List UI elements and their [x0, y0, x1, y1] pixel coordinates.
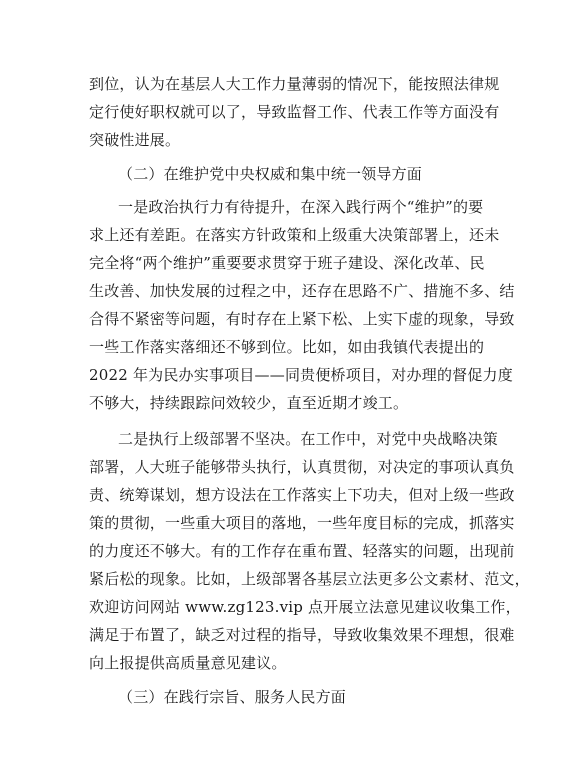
paragraph-3-line-6: 紧后松的现象。比如，上级部署各基层立法更多公文素材、范文，: [89, 570, 530, 588]
paragraph-2-line-4: 生改善、加快发展的过程之中，还存在思路不广、措施不多、结: [89, 282, 515, 300]
paragraph-3-line-5: 的力度还不够大。有的工作存在重布置、轻落实的问题，出现前: [89, 542, 515, 560]
paragraph-2-line-7: 2022 年为民办实事项目——同贵便桥项目，对办理的督促力度: [89, 366, 513, 384]
paragraph-2-line-3: 完全将“两个维护”重要要求贯穿于班子建设、深化改革、民: [89, 254, 485, 272]
paragraph-2-line-2: 求上还有差距。在落实方针政策和上级重大决策部署上，还未: [89, 226, 500, 244]
paragraph-3-line-7: 欢迎访问网站 www.zg123.vip 点开展立法意见建议收集工作，: [89, 598, 521, 616]
section-heading-2: （二）在维护党中央权威和集中统一领导方面: [118, 165, 423, 183]
paragraph-3-line-4: 策的贯彻，一些重大项目的落地，一些年度目标的完成，抓落实: [89, 514, 515, 532]
paragraph-2-line-6: 一些工作落实落细还不够到位。比如，如由我镇代表提出的: [89, 338, 485, 356]
paragraph-1-line-2: 定行使好职权就可以了，导致监督工作、代表工作等方面没有: [89, 103, 500, 121]
paragraph-1-line-1: 到位，认为在基层人大工作力量薄弱的情况下，能按照法律规: [89, 75, 500, 93]
paragraph-1-line-3: 突破性进展。: [89, 131, 181, 149]
paragraph-2-line-5: 合得不紧密等问题，有时存在上紧下松、上实下虚的现象，导致: [89, 310, 515, 328]
paragraph-2-line-8: 不够大，持续跟踪问效较少，直至近期才竣工。: [89, 394, 409, 412]
paragraph-3-line-2: 部署，人大班子能够带头执行，认真贯彻，对决定的事项认真负: [89, 458, 515, 476]
paragraph-3-line-9: 向上报提供高质量意见建议。: [89, 654, 287, 672]
paragraph-3-line-8: 满足于布置了，缺乏对过程的指导，导致收集效果不理想，很难: [89, 626, 515, 644]
paragraph-2-line-1: 一是政治执行力有待提升，在深入践行两个“维护”的要: [118, 198, 484, 216]
paragraph-3-line-3: 责、统筹谋划，想方设法在工作落实上下功夫，但对上级一些政: [89, 486, 515, 504]
paragraph-3-line-1: 二是执行上级部署不坚决。在工作中，对党中央战略决策: [118, 430, 499, 448]
section-heading-3: （三）在践行宗旨、服务人民方面: [118, 688, 347, 706]
